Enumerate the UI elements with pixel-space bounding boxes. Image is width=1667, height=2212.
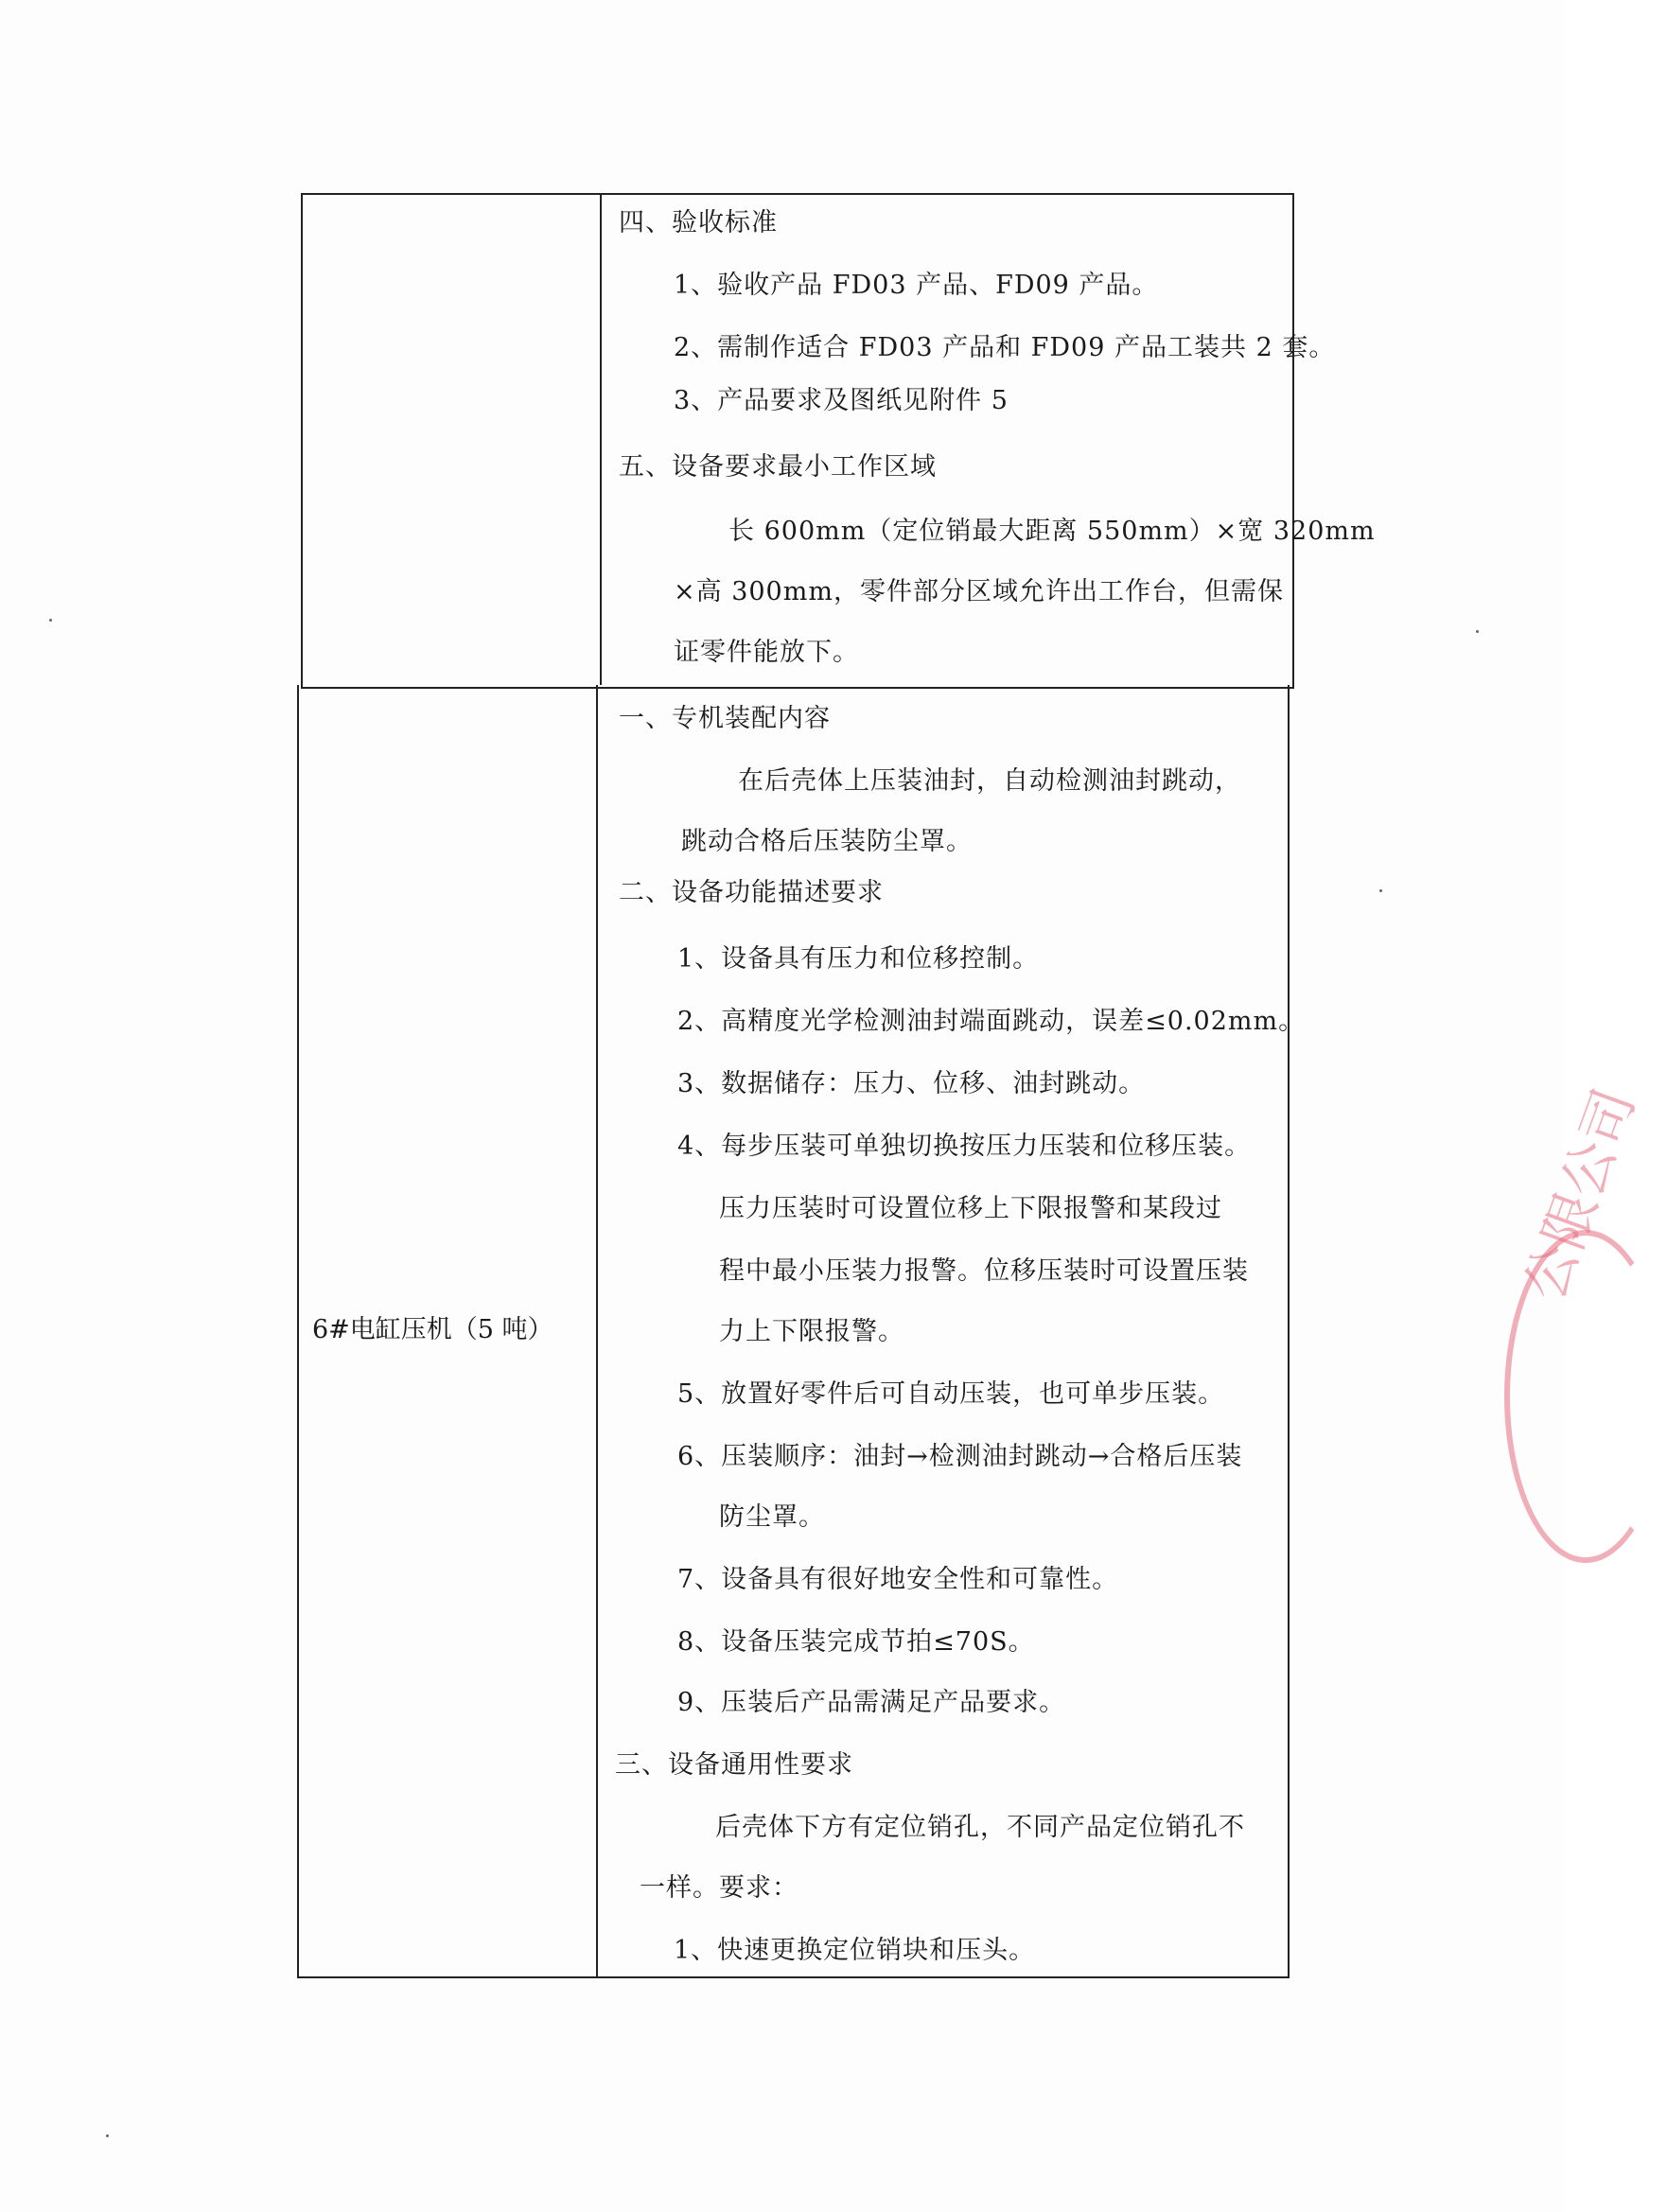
section-heading-work-area: 五、设备要求最小工作区域 — [619, 452, 937, 482]
list-item: 4、每步压装可单独切换按压力压装和位移压装。 — [677, 1132, 1252, 1161]
text-line: 1、验收产品 FD03 产品、FD09 产品。 — [674, 271, 1159, 300]
list-item: 1、快速更换定位销块和压头。 — [674, 1936, 1036, 1965]
list-item: 8、设备压装完成节拍≤70S。 — [677, 1627, 1035, 1657]
section-heading-function: 二、设备功能描述要求 — [619, 878, 884, 907]
section-heading-acceptance: 四、验收标准 — [619, 208, 778, 237]
scan-speck — [1379, 889, 1382, 892]
list-item-continuation: 防尘罩。 — [719, 1502, 825, 1532]
list-item: 1、设备具有压力和位移控制。 — [677, 944, 1040, 974]
text-line: ×高 300mm，零件部分区域允许出工作台，但需保 — [674, 577, 1284, 606]
scan-speck — [106, 2134, 109, 2137]
list-item: 7、设备具有很好地安全性和可靠性。 — [677, 1565, 1119, 1594]
red-seal-text: 公限公司 — [1512, 1080, 1648, 1309]
list-item: 6、压装顺序：油封→检测油封跳动→合格后压装 — [677, 1442, 1243, 1471]
section-heading-assembly: 一、专机装配内容 — [619, 704, 831, 733]
scan-speck — [49, 619, 52, 622]
list-item: 5、放置好零件后可自动压装，也可单步压装。 — [677, 1379, 1225, 1409]
text-line: 3、产品要求及图纸见附件 5 — [674, 386, 1009, 415]
scan-speck — [1476, 630, 1479, 633]
list-item: 3、数据储存：压力、位移、油封跳动。 — [677, 1069, 1146, 1098]
section-heading-generality: 三、设备通用性要求 — [615, 1750, 853, 1780]
text-line: 在后壳体上压装油封，自动检测油封跳动， — [738, 766, 1241, 796]
equipment-name-label: 6#电缸压机（5 吨） — [312, 1315, 553, 1344]
list-item: 9、压装后产品需满足产品要求。 — [677, 1688, 1066, 1717]
list-item: 2、高精度光学检测油封端面跳动，误差≤0.02mm。 — [677, 1007, 1306, 1036]
list-item-continuation: 程中最小压装力报警。位移压装时可设置压装 — [719, 1256, 1249, 1286]
text-line: 跳动合格后压装防尘罩。 — [681, 827, 973, 856]
column-divider-row-1 — [600, 193, 602, 685]
text-line: 一样。要求： — [640, 1873, 798, 1903]
list-item-continuation: 力上下限报警。 — [719, 1317, 904, 1346]
table-row-1 — [301, 193, 1294, 689]
column-divider-row-2 — [596, 685, 598, 1978]
text-line: 证零件能放下。 — [674, 638, 859, 667]
list-item-continuation: 压力压装时可设置位移上下限报警和某段过 — [719, 1194, 1222, 1223]
text-line: 后壳体下方有定位销孔，不同产品定位销孔不 — [715, 1813, 1245, 1842]
text-line: 2、需制作适合 FD03 产品和 FD09 产品工装共 2 套。 — [674, 333, 1336, 362]
text-line: 长 600mm（定位销最大距离 550mm）×宽 320mm — [728, 517, 1376, 546]
